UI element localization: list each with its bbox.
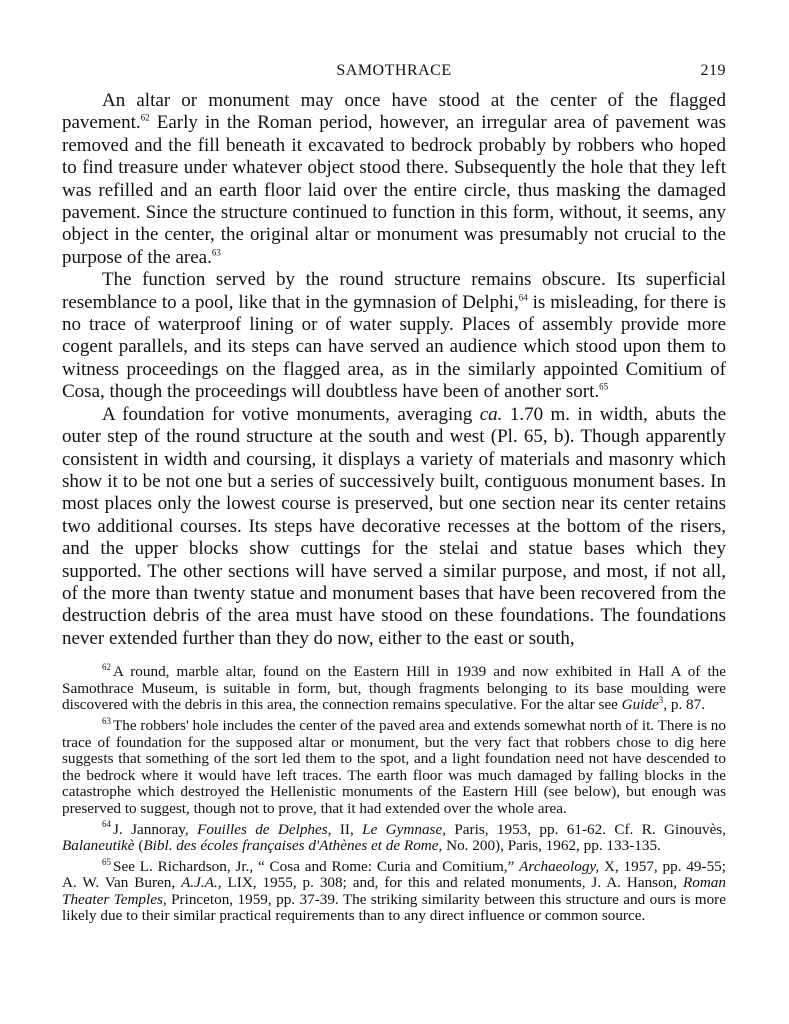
- text-run: No. 200), Paris, 1962, pp. 133-135.: [442, 837, 661, 855]
- page: [62, 58, 726, 929]
- footnote-ref: 63: [211, 247, 221, 258]
- text-run: , p. 87.: [663, 696, 706, 714]
- footnote: [62, 715, 726, 818]
- edition-superscript: 3: [658, 695, 664, 706]
- text-run: A foundation for votive monuments, averaging: [102, 403, 480, 425]
- body-paragraph: [62, 404, 726, 650]
- body-paragraph: [62, 269, 726, 403]
- footnote-number: 62: [102, 662, 111, 673]
- italic-run: Roman Theater Temples,: [62, 874, 726, 908]
- text-run: The function served by the round structure remains obscure. Its superficial resemblance to a pool, like that in the gymnasion of Delphi,: [62, 269, 726, 313]
- body-text: [62, 90, 726, 650]
- running-head: [62, 58, 726, 86]
- italic-run: Fouilles de Delphes,: [197, 820, 332, 838]
- footnote-number: 64: [102, 819, 111, 830]
- running-title: SAMOTHRACE: [336, 62, 452, 79]
- italic-run: Le Gymnase,: [362, 820, 446, 838]
- text-run: II,: [331, 820, 363, 838]
- text-run: Early in the Roman period, however, an irregular area of pavement was removed and the fill beneath it excavated to bedrock probably by robbers who hoped to find treasure under whatever object stood there. Subsequently the hole that they left was refilled and an earth floor laid over the entire circle, thus masking the damaged pavement. Since the structure continued to function in this form, without, it seems, any object in the center, the original altar or monument was presumably not crucial to the purpose of the area.: [62, 112, 726, 268]
- footnote-ref: 65: [599, 381, 609, 392]
- body-paragraph: [62, 90, 726, 269]
- footnote: [62, 856, 726, 925]
- footnote-number: 63: [102, 715, 111, 726]
- text-run: See L. Richardson, Jr., “ Cosa and Rome: Curia and Comitium,”: [113, 857, 520, 875]
- text-run: is misleading, for there is no trace of waterproof lining or of water supply. Places of assembly provide more cogent parallels, and its steps can have served an audience which stood upon them to witness proceedings on the flagged area, as in the similarly appointed Comitium of Cosa, though the proceedings will doubtless have been of another sort.: [62, 291, 726, 403]
- footnotes: [62, 664, 726, 925]
- text-run: LIX, 1955, p. 308; and, for this and related monuments, J. A. Hanson,: [221, 874, 683, 892]
- text-run: Princeton, 1959, pp. 37-39. The striking similarity between this structure and ours is more likely due to their similar practical requirements than to any direct influence or common source.: [62, 890, 726, 925]
- footnote: [62, 664, 726, 714]
- text-run: A round, marble altar, found on the Eastern Hill in 1939 and now exhibited in Hall A of the Samothrace Museum, is suitable in form, but, though fragments belonging to its base moulding were discovered with the debris in this area, the connection remains speculative. For the altar see: [62, 663, 726, 714]
- italic-run: Archaeology,: [519, 857, 600, 875]
- footnote: [62, 819, 727, 855]
- text-run: Paris, 1953, pp. 61-62. Cf. R. Ginouvès,: [446, 820, 727, 838]
- text-run: (: [134, 837, 144, 855]
- footnote-ref: 62: [140, 113, 150, 124]
- text-run: J. Jannoray,: [113, 820, 198, 838]
- text-run: The robbers' hole includes the center of the paved area and extends somewhat north of it. There is no trace of foundation for the supposed altar or monument, but the very fact that robbers chose to dig here suggests that something of the sort led them to the spot, and a light foundation need not have descended to the bedrock where it would have left traces. The earth floor was much damaged by falling blocks in the catastrophe which destroyed the Hellenistic monuments of the Eastern Hill (see below), but enough was preserved to suggest, though not to prove, that it had extended over the whole area.: [62, 716, 726, 817]
- footnote-ref: 64: [518, 292, 528, 303]
- italic-run: Guide: [621, 696, 659, 714]
- text-run: An altar or monument may once have stood at the center of the flagged pavement.: [62, 90, 726, 134]
- footnote-number: 65: [102, 856, 111, 867]
- italic-run: Bibl. des écoles françaises d'Athènes et de Rome,: [143, 837, 443, 855]
- text-run: X, 1957, pp. 49-55; A. W. Van Buren,: [62, 857, 726, 892]
- italic-run: ca.: [479, 403, 503, 425]
- text-run: 1.70 m. in width, abuts the outer step of the round structure at the south and west (Pl. 65, b). Though apparently consistent in width and coursing, it displays a variety of materials and masonry which show it to be not one but a series of successively built, contiguous monument bases. In most places only the lowest course is preserved, but one section near its center retains two additional courses. Its steps have decorative recesses at the bottom of the risers, and the upper blocks show cuttings for the stelai and statue bases which they supported. The other sections will have served a similar purpose, and most, if not all, of the more than twenty statue and monument bases that have been recovered from the destruction debris of the area must have stood on these foundations. The foundations never extended further than they do now, either to the east or south,: [62, 403, 726, 649]
- italic-run: Balaneutikè: [62, 837, 135, 855]
- page-number: 219: [700, 62, 726, 79]
- italic-run: A.J.A.,: [181, 874, 222, 892]
